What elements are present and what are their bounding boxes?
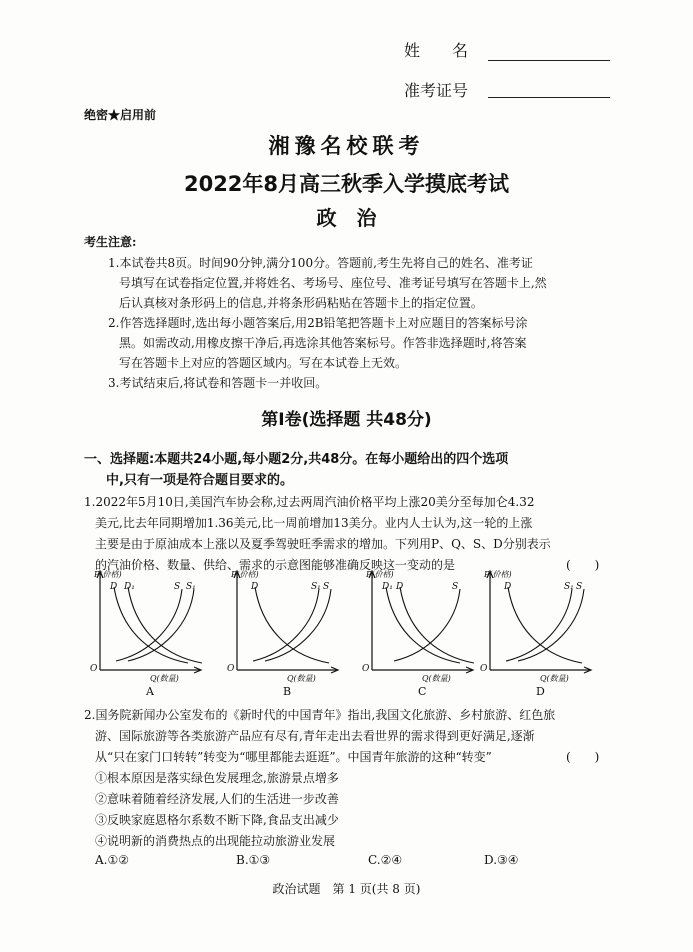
demand-curve [386, 587, 460, 663]
q2-statement: ④说明新的消费热点的出现能拉动旅游业发展 [95, 834, 336, 848]
supply-curve-label: S [452, 582, 459, 592]
section-instruction: 中,只有一项是符合题目要求的。 [106, 473, 293, 488]
origin-label: O [90, 664, 98, 674]
supply-curve [506, 589, 572, 661]
supply-curve-label: S₁ [186, 582, 196, 592]
graph-option-label: D [536, 685, 545, 698]
notice-line: 1.本试卷共8页。时间90分钟,满分100分。答题前,考生先将自己的姓名、准考证 [108, 256, 533, 270]
demand-curve-label: D [396, 582, 404, 592]
page-footer: 政治试题 第 1 页(共 8 页) [272, 882, 421, 896]
q2-option-c: C.②④ [368, 853, 403, 867]
origin-label: O [227, 664, 235, 674]
confidential-mark: 绝密★启用前 [84, 108, 157, 122]
q1-line: 主要是由于原油成本上涨以及夏季驾驶旺季需求的增加。下列用P、Q、S、D分别表示 [95, 537, 551, 551]
q2-option-d: D.③④ [484, 853, 519, 867]
name-label: 姓 名 [404, 41, 469, 60]
y-axis-label: P(价格) [94, 570, 122, 579]
notice-line: 黑。如需改动,用橡皮擦干净后,再选涂其他答案标号。作答非选择题时,将答案 [119, 336, 527, 350]
y-axis-label: P(价格) [484, 570, 512, 579]
supply-curve [128, 589, 194, 661]
q1-answer-blank: ( ) [566, 558, 600, 572]
x-axis-label: Q(数量) [287, 674, 316, 683]
notice-line: 后认真核对条形码上的信息,并将条形码粘贴在答题卡上的指定位置。 [119, 296, 483, 310]
q2-statement: ③反映家庭恩格尔系数不断下降,食品支出减少 [95, 813, 339, 827]
notice-line: 写在答题卡上对应的答题区域内。写在本试卷上无效。 [119, 356, 408, 370]
x-axis-label: Q(数量) [422, 674, 451, 683]
demand-curve-label: D [504, 582, 512, 592]
notice-line: 号填写在试卷指定位置,并将姓名、考场号、座位号、准考证号填写在答题卡上,然 [119, 276, 547, 290]
q1-line: 美元,比去年同期增加1.36美元,比一周前增加13美分。业内人士认为,这一轮的上涨 [95, 516, 533, 530]
notice-line: 2.作答选择题时,选出每小题答案后,用2B铅笔把答题卡上对应题目的答案标号涂 [108, 316, 528, 330]
subject-title: 政 治 [316, 206, 377, 230]
supply-curve-label: S [576, 582, 583, 592]
q2-answer-blank: ( ) [566, 750, 600, 764]
q2-statement: ①根本原因是落实绿色发展理念,旅游景点增多 [95, 771, 339, 785]
exam-title-line1: 湘豫名校联考 [268, 134, 425, 158]
q2-line: 从“只在家门口转转”转变为“哪里都能去逛逛”。中国青年旅游的这种“转变” [95, 750, 492, 764]
supply-curve-label: S₁ [311, 582, 321, 592]
q2-option-b: B.①③ [236, 853, 271, 867]
graph-option-label: C [418, 685, 427, 698]
exam-title-line2: 2022年8月高三秋季入学摸底考试 [183, 172, 510, 196]
supply-curve [265, 589, 331, 661]
demand-curve-label: D [251, 582, 259, 592]
demand-curve [400, 587, 474, 663]
origin-label: O [362, 664, 370, 674]
supply-curve [518, 589, 584, 661]
demand-curve-label: D [110, 582, 118, 592]
q1-graph-panel [0, 565, 693, 700]
y-axis-label: P(价格) [231, 570, 259, 579]
q1-line: 的汽油价格、数量、供给、需求的示意图能够准确反映这一变动的是 [95, 558, 456, 572]
supply-curve-label: S₁ [564, 582, 574, 592]
graph-option-label: A [146, 685, 154, 698]
exam-id-label: 准考证号 [404, 81, 469, 100]
x-axis-label: Q(数量) [150, 674, 179, 683]
q1-line: 1.2022年5月10日,美国汽车协会称,过去两周汽油价格平均上涨20美分至每加仑4.32 [84, 495, 535, 509]
q2-option-a: A.①② [95, 853, 129, 867]
origin-label: O [480, 664, 488, 674]
supply-curve [116, 589, 182, 661]
supply-curve-label: S [323, 582, 330, 592]
q2-statement: ②意味着随着经济发展,人们的生活进一步改善 [95, 792, 339, 806]
y-axis-label: P(价格) [366, 570, 394, 579]
name-underline [488, 60, 610, 61]
demand-curve-label: D₁ [382, 582, 393, 592]
notice-heading: 考生注意: [84, 235, 137, 249]
section-title: 第Ⅰ卷(选择题 共48分) [261, 410, 432, 430]
notice-line: 3.考试结束后,将试卷和答题卡一并收回。 [108, 376, 328, 390]
graph-option-label: B [283, 685, 292, 698]
x-axis-label: Q(数量) [540, 674, 569, 683]
supply-curve [253, 589, 319, 661]
section-instruction: 一、选择题:本题共24小题,每小题2分,共48分。在每小题给出的四个选项 [84, 452, 509, 467]
q2-line: 2.国务院新闻办公室发布的《新时代的中国青年》指出,我国文化旅游、乡村旅游、红色旅 [84, 708, 556, 722]
demand-curve-label: D₁ [124, 582, 135, 592]
exam-id-underline [488, 97, 610, 98]
supply-curve-label: S [174, 582, 181, 592]
q2-line: 游、国际旅游等各类旅游产品应有尽有,青年走出去看世界的需求得到更好满足,逐渐 [95, 729, 535, 743]
